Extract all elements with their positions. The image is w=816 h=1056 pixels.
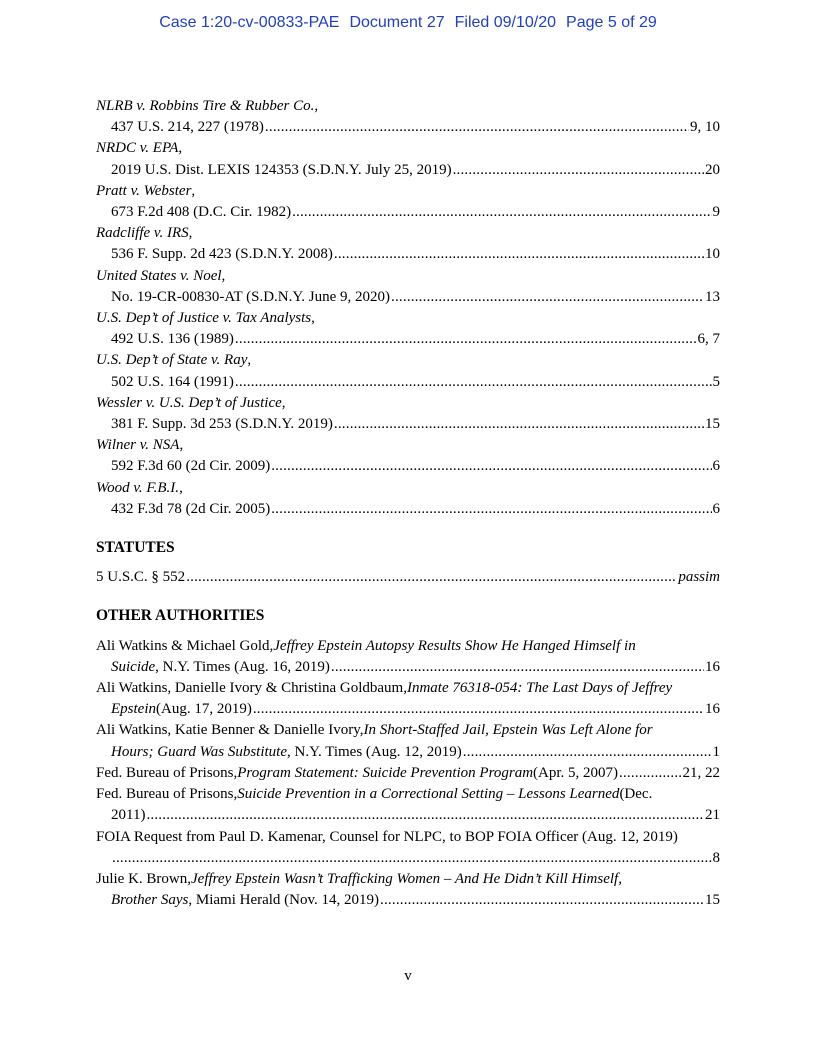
authority-source: , N.Y. Times (Aug. 12, 2019)	[287, 743, 462, 760]
case-cite: 437 U.S. 214, 227 (1978)	[111, 119, 264, 136]
case-pages: 15	[705, 416, 720, 433]
case-entry: Pratt v. Webster , 673 F.2d 408 (D.C. Cir. 1982) ..... 9	[96, 181, 720, 223]
case-cite: 536 F. Supp. 2d 423 (S.D.N.Y. 2008)	[111, 246, 333, 263]
other-authorities-heading: OTHER AUTHORITIES	[96, 607, 265, 625]
authority-pages: 21, 22	[682, 764, 720, 781]
dot-leader	[253, 699, 704, 720]
statutes-heading: STATUTES	[96, 539, 175, 557]
authority-pages: 15	[705, 892, 720, 909]
authority-author: Fed. Bureau of Prisons,	[96, 764, 238, 781]
authority-title: In Short-Staffed Jail, Epstein Was Left Alone for	[363, 722, 653, 739]
authority-source: (Aug. 17, 2019)	[156, 701, 252, 718]
authority-source: (Apr. 5, 2007)	[533, 764, 619, 781]
case-pages: 5	[712, 373, 720, 390]
authority-author: Ali Watkins & Michael Gold,	[96, 637, 274, 654]
dot-leader	[271, 456, 711, 477]
case-entry: NRDC v. EPA , 2019 U.S. Dist. LEXIS 124353 (S.D.N.Y. July 25, 2019) ..... 20	[96, 138, 720, 180]
case-name: Pratt v. Webster	[96, 182, 192, 199]
authority-entry	[96, 827, 720, 869]
filed-date: Filed 09/10/20	[454, 14, 557, 31]
dot-leader	[334, 244, 704, 265]
case-pages: 9	[712, 204, 720, 221]
case-pages: 20	[705, 161, 720, 178]
case-cite: 492 U.S. 136 (1989)	[111, 331, 234, 348]
authority-source-cont: 2011)	[111, 807, 146, 824]
document-number: Document 27	[349, 14, 445, 31]
cases-list	[96, 96, 720, 520]
case-entry: United States v. Noel , No. 19-CR-00830-AT (S.D.N.Y. June 9, 2020) ..... 13	[96, 266, 720, 308]
page-indicator: Page 5 of 29	[566, 14, 657, 31]
dot-leader	[380, 890, 704, 911]
authority-title: Program Statement: Suicide Prevention Program	[237, 764, 534, 781]
dot-leader	[334, 414, 704, 435]
statute-cite: 5 U.S.C. § 552	[96, 569, 186, 586]
case-name: NLRB v. Robbins Tire & Rubber Co.	[96, 98, 315, 114]
case-name: Radcliffe v. IRS	[96, 225, 189, 242]
authority-title: Suicide Prevention in a Correctional Setting – Lessons Learned	[237, 786, 620, 803]
dot-leader	[453, 160, 704, 181]
authority-pages: 16	[705, 701, 720, 718]
authority-pages: 1	[712, 743, 720, 760]
case-entry: U.S. Dep’t of Justice v. Tax Analysts , 492 U.S. 136 (1989) ..... 6, 7	[96, 308, 720, 350]
case-name: U.S. Dep’t of Justice v. Tax Analysts	[96, 310, 312, 327]
authority-entry	[96, 869, 720, 911]
authority-entry	[96, 784, 720, 826]
case-name: United States v. Noel	[96, 267, 222, 284]
authority-source: , Miami Herald (Nov. 14, 2019)	[188, 892, 380, 909]
case-cite: 381 F. Supp. 3d 253 (S.D.N.Y. 2019)	[111, 416, 333, 433]
dot-leader	[331, 657, 704, 678]
case-cite: 2019 U.S. Dist. LEXIS 124353 (S.D.N.Y. July 25, 2019)	[111, 161, 452, 178]
case-pages: 6	[712, 500, 720, 517]
dot-leader	[235, 329, 697, 350]
table-of-authorities	[96, 96, 720, 911]
case-header	[0, 14, 816, 32]
case-entry: Wessler v. U.S. Dep’t of Justice , 381 F. Supp. 3d 253 (S.D.N.Y. 2019) ..... 15	[96, 393, 720, 435]
authority-entry	[96, 636, 720, 678]
case-cite: 432 F.3d 78 (2d Cir. 2005)	[111, 500, 271, 517]
dot-leader	[463, 742, 712, 763]
case-name: Wilner v. NSA	[96, 437, 180, 454]
authority-title: Jeffrey Epstein Autopsy Results Show He Hanged Himself in	[273, 637, 636, 654]
authority-source: , N.Y. Times (Aug. 16, 2019)	[155, 658, 330, 675]
authority-author: Fed. Bureau of Prisons,	[96, 786, 238, 803]
authority-title: Jeffrey Epstein Wasn’t Trafficking Women – And He Didn’t Kill Himself,	[191, 870, 622, 887]
case-cite: 502 U.S. 164 (1991)	[111, 373, 234, 390]
case-pages: 9, 10	[690, 119, 720, 136]
statute-entry	[96, 567, 720, 588]
dot-leader	[146, 805, 704, 826]
dot-leader	[235, 372, 712, 393]
case-entry: Wilner v. NSA , 592 F.3d 60 (2d Cir. 2009) ..... 6	[96, 435, 720, 477]
authority-pages: 21	[705, 807, 720, 824]
case-pages: 6, 7	[697, 331, 720, 348]
authority-title-cont: Brother Says	[111, 892, 189, 909]
dot-leader	[265, 117, 689, 138]
page-number: v	[404, 968, 412, 984]
case-number: Case 1:20-cv-00833-PAE	[159, 14, 340, 31]
case-entry: U.S. Dep’t of State v. Ray , 502 U.S. 164 (1991) ..... 5	[96, 350, 720, 392]
authority-entry	[96, 720, 720, 762]
authority-title-cont: Hours; Guard Was Substitute	[111, 743, 287, 760]
authority-title-cont: Epstein	[111, 701, 156, 718]
authority-entry	[96, 763, 720, 784]
case-pages: 6	[712, 458, 720, 475]
authority-text: FOIA Request from Paul D. Kamenar, Counsel for NLPC, to BOP FOIA Officer (Aug. 12, 2019)	[96, 828, 678, 845]
authority-source: (Dec.	[619, 786, 653, 803]
authority-author: Ali Watkins, Katie Benner & Danielle Ivory,	[96, 722, 364, 739]
dot-leader	[619, 763, 681, 784]
authority-title: Inmate 76318-054: The Last Days of Jeffrey	[406, 680, 673, 697]
dot-leader	[112, 848, 712, 869]
authority-entry	[96, 678, 720, 720]
case-name: Wood v. F.B.I.	[96, 479, 180, 496]
authority-author: Ali Watkins, Danielle Ivory & Christina Goldbaum,	[96, 680, 407, 697]
case-cite: 673 F.2d 408 (D.C. Cir. 1982)	[111, 204, 292, 221]
case-cite: 592 F.3d 60 (2d Cir. 2009)	[111, 458, 271, 475]
authority-pages: 16	[705, 658, 720, 675]
case-name: U.S. Dep’t of State v. Ray	[96, 352, 248, 369]
authority-title-cont: Suicide	[111, 658, 156, 675]
case-cite: No. 19-CR-00830-AT (S.D.N.Y. June 9, 2020)	[111, 288, 391, 305]
dot-leader	[186, 567, 677, 588]
statute-pages: passim	[678, 569, 720, 586]
case-name: NRDC v. EPA	[96, 140, 179, 157]
case-entry: Wood v. F.B.I. , 432 F.3d 78 (2d Cir. 2005) ..... 6	[96, 478, 720, 520]
authority-pages: 8	[712, 849, 720, 866]
dot-leader	[271, 499, 711, 520]
case-pages: 10	[705, 246, 720, 263]
case-entry: NLRB v. Robbins Tire & Rubber Co. , 437 U.S. 214, 227 (1978) ..... 9, 10	[96, 96, 720, 138]
case-pages: 13	[705, 288, 720, 305]
authority-author: Julie K. Brown,	[96, 870, 191, 887]
dot-leader	[391, 287, 704, 308]
case-name: Wessler v. U.S. Dep’t of Justice	[96, 394, 282, 411]
dot-leader	[292, 202, 711, 223]
case-entry: Radcliffe v. IRS , 536 F. Supp. 2d 423 (S.D.N.Y. 2008) ..... 10	[96, 223, 720, 265]
